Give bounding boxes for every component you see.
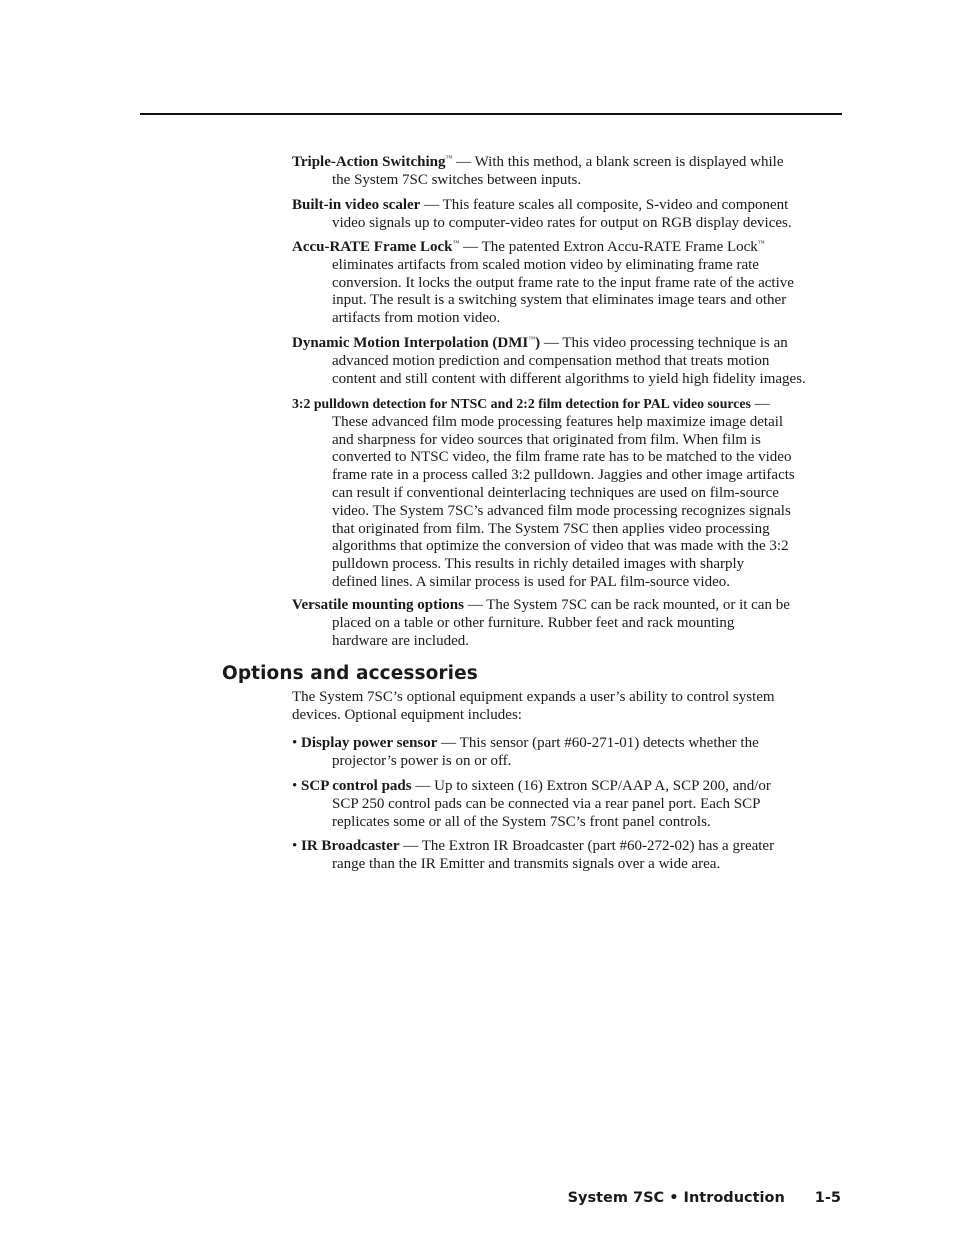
feature-text: can result if conventional deinterlacing techniques are used on film-source [332, 484, 779, 501]
feature-text: that originated from film. The System 7SC then applies video processing [332, 520, 770, 537]
feature-text: the System 7SC switches between inputs. [332, 171, 582, 188]
trademark-mark: ™ [452, 239, 460, 247]
page-number: 1-5 [814, 1190, 841, 1206]
feature-term: Built-in video scaler [292, 197, 421, 213]
feature-text: converted to NTSC video, the film frame rate has to be matched to the video [332, 449, 792, 466]
feature-term: Dynamic Motion Interpolation (DMI™) [292, 335, 541, 351]
feature-text: input. The result is a switching system that eliminates image tears and other [332, 292, 787, 309]
feature-pulldown-detection: 3:2 pulldown detection for NTSC and 2:2 film detection for PAL video sources — These advanced film mode processing features help maximize image detail and sharpness for video sources that originated from film. When film is converted to NTSC video, the film frame rate has to be matched to the video frame rate in a process called 3:2 pulldown. Jaggies and other image artifacts can result if conventional deinterlacing techniques are used on film-source video. The System 7SC’s advanced film mode processing recognizes signals that originated from film. The System 7SC then applies video processing algorithms that optimize the conversion of video that was made with the 3:2 pulldown process. This results in richly detailed images with sharply defined lines. A similar process is used for PAL film-source video. [292, 395, 844, 592]
accessory-text: SCP 250 control pads can be connected via a rear panel port. Each SCP [332, 795, 761, 812]
feature-triple-action-switching: Triple-Action Switching™ — With this method, a blank screen is displayed while the System 7SC switches between inputs. [292, 154, 844, 190]
feature-term: Triple-Action Switching™ [292, 154, 453, 170]
trademark-mark: ™ [528, 335, 536, 343]
section-heading-options: Options and accessories [222, 663, 478, 684]
feature-text: With this method, a blank screen is displayed while [474, 154, 784, 170]
feature-term: Versatile mounting options [292, 597, 464, 613]
feature-text: artifacts from motion video. [332, 310, 501, 327]
accessory-display-power-sensor: • Display power sensor — This sensor (part #60-271-01) detects whether the projector’s power is on or off. [292, 735, 844, 771]
footer-title: System 7SC • Introduction [567, 1190, 785, 1206]
feature-text: frame rate in a process called 3:2 pulldown. Jaggies and other image artifacts [332, 467, 795, 484]
page-footer [568, 1190, 841, 1206]
feature-text: defined lines. A similar process is used for PAL film-source video. [332, 573, 730, 590]
header-rule [140, 113, 842, 115]
feature-text: These advanced film mode processing features help maximize image detail [332, 413, 784, 430]
accessory-text: This sensor (part #60-271-01) detects whether the [459, 735, 759, 751]
feature-term: 3:2 pulldown detection for NTSC and 2:2 film detection for PAL video sources [292, 396, 751, 411]
feature-text: content and still content with different algorithms to yield high fidelity images. [332, 370, 806, 387]
accessory-text: replicates some or all of the System 7SC’s front panel controls. [332, 813, 711, 830]
feature-text: The System 7SC can be rack mounted, or it can be [486, 597, 790, 613]
accessory-text: Up to sixteen (16) Extron SCP/AAP A, SCP 200, and/or [434, 778, 771, 794]
feature-text: This video processing technique is an [562, 335, 788, 351]
feature-term: Accu-RATE Frame Lock™ [292, 239, 460, 255]
feature-text: hardware are included. [332, 632, 470, 649]
feature-dynamic-motion-interpolation: Dynamic Motion Interpolation (DMI™) — This video processing technique is an advanced motion prediction and compensation method that treats motion content and still content with different algorithms to yield high fidelity images. [292, 335, 844, 388]
accessory-text: The Extron IR Broadcaster (part #60-272-02) has a greater [421, 838, 775, 854]
feature-text: pulldown process. This results in richly detailed images with sharply [332, 556, 745, 573]
feature-built-in-video-scaler: Built-in video scaler — This feature scales all composite, S-video and component video signals up to computer-video rates for output on RGB display devices. [292, 197, 844, 233]
bullet-icon: • [292, 838, 298, 854]
bullet-icon: • [292, 778, 298, 794]
accessory-term: SCP control pads [301, 778, 412, 794]
feature-text: algorithms that optimize the conversion of video that was made with the 3:2 [332, 538, 789, 555]
accessory-ir-broadcaster: • IR Broadcaster — The Extron IR Broadcaster (part #60-272-02) has a greater range than the IR Emitter and transmits signals over a wide area. [292, 838, 844, 874]
options-intro: The System 7SC’s optional equipment expands a user’s ability to control system devices. Optional equipment includes: [292, 689, 775, 723]
feature-text: This feature scales all composite, S-video and component [442, 197, 789, 213]
feature-text: placed on a table or other furniture. Rubber feet and rack mounting [332, 614, 735, 631]
feature-versatile-mounting: Versatile mounting options — The System 7SC can be rack mounted, or it can be placed on a table or other furniture. Rubber feet and rack mounting hardware are included. [292, 597, 844, 650]
feature-accu-rate-frame-lock: Accu-RATE Frame Lock™ — The patented Extron Accu-RATE Frame Lock™ eliminates artifacts from scaled motion video by eliminating frame rate conversion. It locks the output frame rate to the input frame rate of the active input. The result is a switching system that eliminates image tears and other artifacts from motion video. [292, 239, 844, 328]
accessory-term: IR Broadcaster [301, 838, 400, 854]
feature-text: video signals up to computer-video rates for output on RGB display devices. [332, 214, 792, 231]
feature-text: eliminates artifacts from scaled motion video by eliminating frame rate [332, 256, 759, 273]
feature-text: advanced motion prediction and compensation method that treats motion [332, 352, 770, 369]
bullet-icon: • [292, 735, 298, 751]
feature-text: and sharpness for video sources that originated from film. When film is [332, 431, 761, 448]
feature-text: The patented Extron Accu-RATE Frame Lock [481, 239, 758, 255]
accessory-text: range than the IR Emitter and transmits signals over a wide area. [332, 855, 721, 872]
accessory-term: Display power sensor [301, 735, 438, 751]
feature-text: conversion. It locks the output frame rate to the input frame rate of the active [332, 274, 794, 291]
trademark-mark: ™ [757, 239, 765, 247]
accessory-scp-control-pads: • SCP control pads — Up to sixteen (16) Extron SCP/AAP A, SCP 200, and/or SCP 250 control pads can be connected via a rear panel port. Each SCP replicates some or all of the System 7SC’s front panel controls. [292, 778, 844, 831]
trademark-mark: ™ [445, 154, 453, 162]
feature-text: video. The System 7SC’s advanced film mode processing recognizes signals [332, 502, 791, 519]
accessory-text: projector’s power is on or off. [332, 752, 512, 769]
